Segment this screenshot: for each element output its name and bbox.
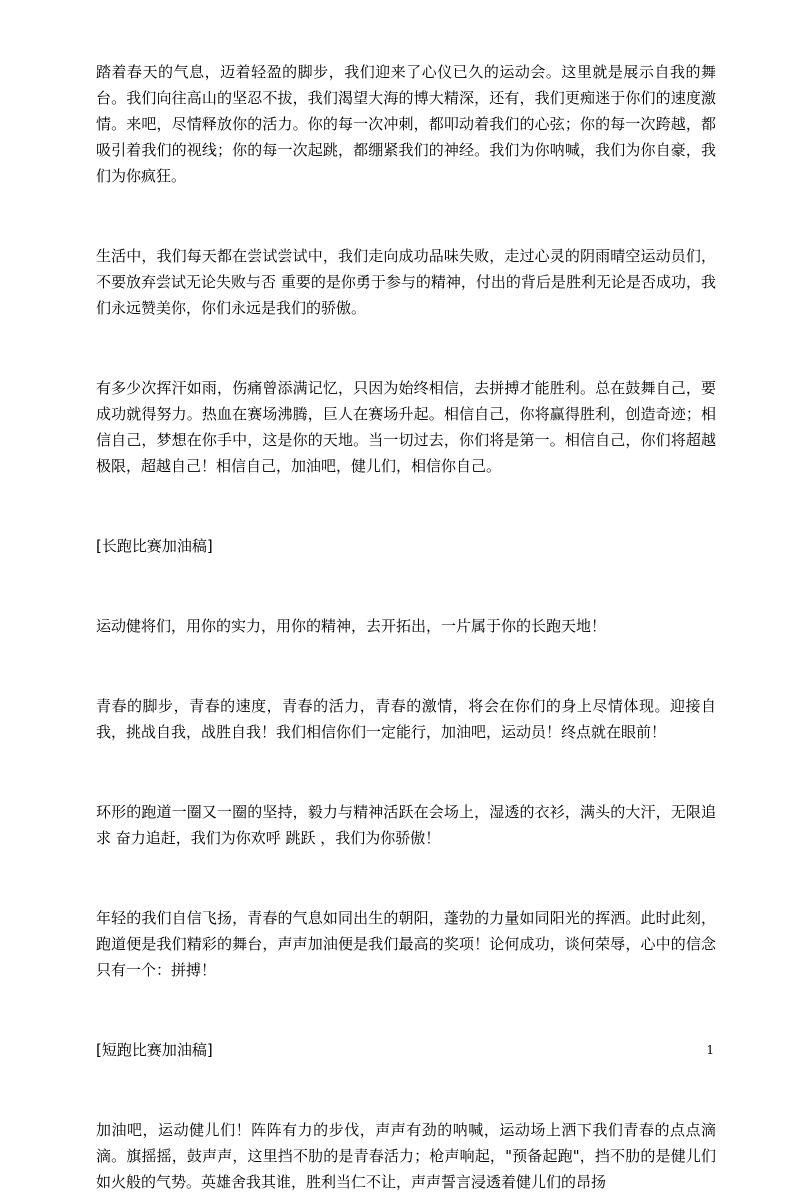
section-heading-sprint: [短跑比赛加油稿] xyxy=(96,1041,213,1059)
paragraph-spacer xyxy=(96,321,716,375)
paragraph-5: 青春的脚步，青春的速度，青春的活力，青春的激情，将会在你们的身上尽情体现。迎接自我，挑战自我，战胜自我！我们相信你们一定能行，加油吧，运动员！终点就在眼前！ xyxy=(96,697,716,741)
paragraph-spacer xyxy=(96,639,716,693)
paragraph-spacer xyxy=(96,189,716,243)
page-number: 1 xyxy=(706,1043,714,1057)
paragraph-4: 运动健将们，用你的实力，用你的精神，去开拓出，一片属于你的长跑天地！ xyxy=(96,617,607,635)
paragraph-6: 环形的跑道一圈又一圈的坚持，毅力与精神活跃在会场上，湿透的衣衫，满头的大汗，无限追求 奋力追赶，我们为你欢呼 跳跃 ，我们为你骄傲！ xyxy=(96,803,716,847)
document-body xyxy=(96,59,716,1195)
paragraph-2: 生活中，我们每天都在尝试尝试中，我们走向成功品味失败，走过心灵的阴雨晴空运动员们，不要放弃尝试无论失败与否 重要的是你勇于参与的精神，付出的背后是胜利无论是否成功，我们永远赞美你，你们永远是我们的骄傲。 xyxy=(96,247,716,317)
paragraph-spacer xyxy=(96,559,716,613)
paragraph-spacer xyxy=(96,479,716,533)
paragraph-8: 加油吧，运动健儿们！阵阵有力的步伐，声声有劲的呐喊，运动场上洒下我们青春的点点滴滴。旗摇摇，鼓声声，这里挡不肋的是青春活力；枪声响起，"预备起跑"，挡不肋的是健儿们如火般的气势。英雄舍我其谁，胜利当仁不让，声声誓言浸透着健儿们的昂扬 xyxy=(96,1121,716,1191)
paragraph-spacer xyxy=(96,745,716,799)
paragraph-7: 年轻的我们自信飞扬，青春的气息如同出生的朝阳，蓬勃的力量如同阳光的挥洒。此时此刻，跑道便是我们精彩的舞台，声声加油便是我们最高的奖项！论何成功，谈何荣辱，心中的信念只有一个：拼搏！ xyxy=(96,909,716,979)
paragraph-spacer xyxy=(96,851,716,905)
paragraph-spacer xyxy=(96,983,716,1037)
paragraph-1: 踏着春天的气息，迈着轻盈的脚步，我们迎来了心仪已久的运动会。这里就是展示自我的舞台。我们向往高山的坚忍不拔，我们渴望大海的博大精深，还有，我们更痴迷于你们的速度激情。来吧，尽情释放你的活力。你的每一次冲刺，都叩动着我们的心弦；你的每一次跨越，都吸引着我们的视线；你的每一次起跳，都绷紧我们的神经。我们为你呐喊，我们为你自豪，我们为你疯狂。 xyxy=(96,63,716,185)
section-heading-long-run: [长跑比赛加油稿] xyxy=(96,537,213,555)
paragraph-3: 有多少次挥汗如雨，伤痛曾添满记忆，只因为始终相信，去拼搏才能胜利。总在鼓舞自己，要成功就得努力。热血在赛场沸腾，巨人在赛场升起。相信自己，你将赢得胜利，创造奇迹；相信自己，梦想在你手中，这是你的天地。当一切过去，你们将是第一。相信自己，你们将超越极限，超越自己！相信自己，加油吧，健儿们，相信你自己。 xyxy=(96,379,716,475)
paragraph-spacer xyxy=(96,1063,716,1117)
